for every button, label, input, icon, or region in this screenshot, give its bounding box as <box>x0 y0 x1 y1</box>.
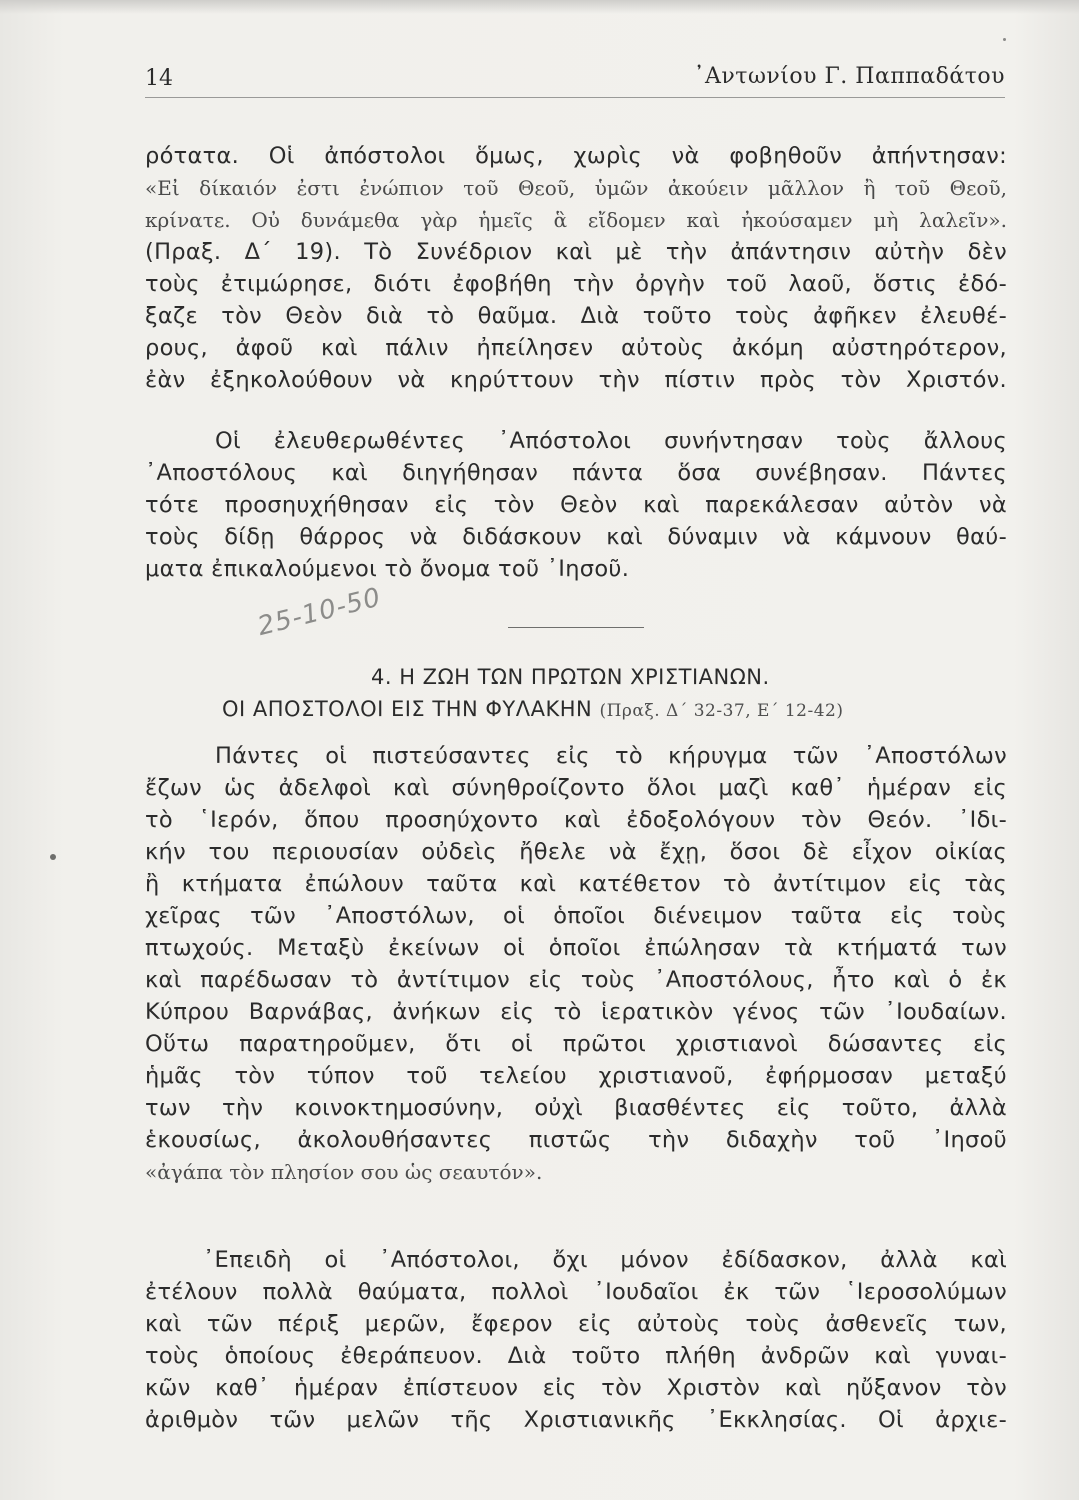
text-line: καὶ παρέδωσαν τὸ ἀντίτιμον εἰς τοὺς ᾿Αποστόλους, ἦτο καὶ ὁ ἐκ <box>145 967 1007 993</box>
scan-edge-shadow <box>0 0 1079 14</box>
text-line: των τὴν κοινοκτημοσύνην, οὐχὶ βιασθέντες εἰς τοῦτο, ἀλλὰ <box>145 1095 1007 1121</box>
paragraph-3 <box>145 740 1007 1188</box>
text-line: τὸ ῾Ιερόν, ὅπου προσηύχοντο καὶ ἐδοξολόγουν τὸν Θεόν. ᾿Ιδι- <box>145 807 1007 833</box>
text-line: Οὕτω παρατηροῦμεν, ὅτι οἱ πρῶτοι χριστιανοὶ δώσαντες εἰς <box>145 1031 1007 1057</box>
quote-line: «ἀγάπα τὸν πλησίον σου ὡς σεαυτόν». <box>145 1160 543 1184</box>
text-line: ἑκουσίως, ἀκολουθήσαντες πιστῶς τὴν διδαχὴν τοῦ ᾿Ιησοῦ <box>145 1127 1007 1153</box>
section-subtitle-text: ΟΙ ΑΠΟΣΤΟΛΟΙ ΕΙΣ ΤΗΝ ΦΥΛΑΚΗΝ <box>222 697 593 721</box>
scan-speck <box>1003 38 1006 41</box>
text-line: ἡμᾶς τὸν τύπον τοῦ τελείου χριστιανοῦ, ἐφήρμοσαν μεταξύ <box>145 1063 1007 1089</box>
text-line: «Εἰ δίκαιόν ἐστι ἐνώπιον τοῦ Θεοῦ, ὑμῶν ἀκούειν μᾶλλον ἢ τοῦ Θεοῦ, <box>145 176 1007 200</box>
text-line: τοὺς δίδῃ θάρρος νὰ διδάσκουν καὶ δύναμιν νὰ κάμνουν θαύ- <box>145 524 1007 550</box>
section-reference: (Πραξ. Δ΄ 32-37, Ε΄ 12-42) <box>599 701 844 721</box>
text-line: ᾿Επειδὴ οἱ ᾿Απόστολοι, ὄχι μόνον ἐδίδασκον, ἀλλὰ καὶ <box>203 1247 1007 1273</box>
text-line: τότε προσηυχήθησαν εἰς τὸν Θεὸν καὶ παρεκάλεσαν αὐτὸν νὰ <box>145 492 1007 518</box>
text-line: κρίνατε. Οὐ δυνάμεθα γὰρ ἡμεῖς ἃ εἴδομεν καὶ ἠκούσαμεν μὴ λαλεῖν». <box>145 208 1007 232</box>
text-line: ἢ κτήματα ἐπώλουν ταῦτα καὶ κατέθετον τὸ ἀντίτιμον εἰς τὰς <box>145 871 1007 897</box>
text-line: καὶ τῶν πέριξ μερῶν, ἔφερον εἰς αὐτοὺς τοὺς ἀσθενεῖς των, <box>145 1311 1007 1337</box>
page-header <box>145 58 1005 94</box>
text-line: κῶν καθ᾿ ἡμέραν ἐπίστευον εἰς τὸν Χριστὸν καὶ ηὔξανον τὸν <box>145 1375 1007 1401</box>
text-line: ἐὰν ἐξηκολούθουν νὰ κηρύττουν τὴν πίστιν πρὸς τὸν Χριστόν. <box>145 367 1007 393</box>
text-line: τοὺς ὁποίους ἐθεράπευον. Διὰ τοῦτο πλήθη ἀνδρῶν καὶ γυναι- <box>145 1343 1007 1369</box>
paragraph-2 <box>145 425 1007 585</box>
section-separator <box>508 627 644 628</box>
text-line: ἀριθμὸν τῶν μελῶν τῆς Χριστιανικῆς ᾿Εκκλησίας. Οἱ ἀρχιε- <box>145 1407 1007 1433</box>
text-line: πτωχούς. Μεταξὺ ἐκείνων οἱ ὁποῖοι ἐπώλησαν τὰ κτήματά των <box>145 935 1007 961</box>
handwritten-date-note: 25-10-50 <box>254 582 385 642</box>
text-line: Κύπρου Βαρνάβας, ἀνήκων εἰς τὸ ἱερατικὸν γένος τῶν ᾿Ιουδαίων. <box>145 999 1007 1025</box>
scan-speck <box>50 854 56 860</box>
header-rule <box>145 97 1005 98</box>
text-line: κήν του περιουσίαν οὐδεὶς ἤθελε νὰ ἔχῃ, ὅσοι δὲ εἶχον οἰκίας <box>145 839 1007 865</box>
text-line: Οἱ ἐλευθερωθέντες ᾿Απόστολοι συνήντησαν τοὺς ἄλλους <box>215 428 1007 454</box>
text-line: ξαζε τὸν Θεὸν διὰ τὸ θαῦμα. Διὰ τοῦτο τοὺς ἀφῆκεν ἐλευθέ- <box>145 303 1007 329</box>
text-line: τοὺς ἐτιμώρησε, διότι ἐφοβήθη τὴν ὀργὴν τοῦ λαοῦ, ὅστις ἐδό- <box>145 271 1007 297</box>
running-title: ᾿Αντωνίου Γ. Παππαδάτου <box>693 64 1005 89</box>
text-line: ἔζων ὡς ἀδελφοὶ καὶ σύνηθροίζοντο ὅλοι μαζὶ καθ᾿ ἡμέραν εἰς <box>145 775 1007 801</box>
text-line: Πάντες οἱ πιστεύσαντες εἰς τὸ κήρυγμα τῶν ᾿Αποστόλων <box>215 743 1007 769</box>
paragraph-1 <box>145 140 1007 396</box>
section-title: 4. Η ΖΩΗ ΤΩΝ ΠΡΩΤΩΝ ΧΡΙΣΤΙΑΝΩΝ. <box>371 665 770 689</box>
text-line: ρους, ἀφοῦ καὶ πάλιν ἠπείλησεν αὐτοὺς ἀκόμη αὐστηρότερον, <box>145 335 1007 361</box>
text-line: (Πραξ. Δ΄ 19). Τὸ Συνέδριον καὶ μὲ τὴν ἀπάντησιν αὐτὴν δὲν <box>145 239 1007 265</box>
paragraph-4 <box>145 1244 1007 1436</box>
text-line: ματα ἐπικαλούμενοι τὸ ὄνομα τοῦ ᾿Ιησοῦ. <box>145 556 630 582</box>
text-line: ἐτέλουν πολλὰ θαύματα, πολλοὶ ᾿Ιουδαῖοι ἐκ τῶν ῾Ιεροσολύμων <box>145 1279 1007 1305</box>
text-line: ρότατα. Οἱ ἀπόστολοι ὅμως, χωρὶς νὰ φοβηθοῦν ἀπήντησαν: <box>145 143 1007 169</box>
text-line: ᾿Αποστόλους καὶ διηγήθησαν πάντα ὅσα συνέβησαν. Πάντες <box>145 460 1007 486</box>
text-line: χεῖρας τῶν ᾿Αποστόλων, οἱ ὁποῖοι διένειμον ταῦτα εἰς τοὺς <box>145 903 1007 929</box>
section-subtitle <box>222 697 844 721</box>
page-number: 14 <box>145 66 173 91</box>
